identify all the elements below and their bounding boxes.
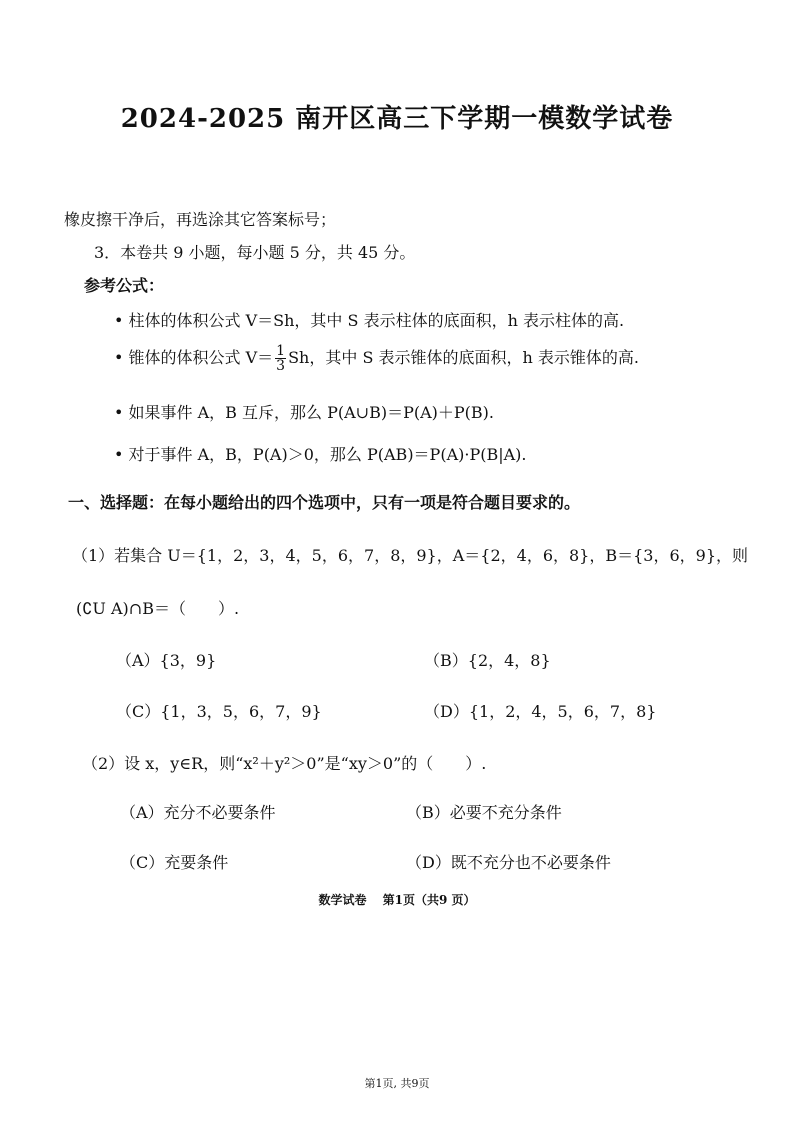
q1-stem-line-2: (∁U A)∩B＝（ ）. — [76, 599, 240, 618]
formula-conditional-probability: • 对于事件 A，B，P(A)＞0，那么 P(AB)＝P(A)·P(B|A). — [114, 445, 527, 464]
fraction-one-third — [275, 344, 286, 373]
section-heading: 一、选择题：在每小题给出的四个选项中，只有一项是符合题目要求的。 — [68, 493, 581, 512]
q1-option-d: （D）{1，2，4，5，6，7，8} — [424, 702, 657, 721]
q1-option-b: （B）{2，4，8} — [424, 651, 551, 670]
page-number: 第1页, 共9页 — [364, 1077, 430, 1090]
q2-option-b: （B）必要不充分条件 — [406, 803, 562, 822]
notice-line-1: 橡皮擦干净后，再选涂其它答案标号； — [64, 210, 337, 229]
page-footer: 数学试卷 第1页（共9 页） — [318, 893, 476, 907]
q1-option-c: （C）{1，3，5，6，7，9} — [116, 702, 322, 721]
page-title: 2024-2025 南开区高三下学期一模数学试卷 — [120, 104, 674, 134]
formula-cone-volume — [114, 344, 639, 373]
formula-prism-volume: • 柱体的体积公式 V＝Sh，其中 S 表示柱体的底面积，h 表示柱体的高. — [114, 311, 625, 330]
q2-option-a: （A）充分不必要条件 — [120, 803, 276, 822]
q1-stem-line-1: （1）若集合 U＝{1，2，3，4，5，6，7，8，9}，A＝{2，4，6，8}，B＝{3，6，9}，则 — [72, 546, 749, 565]
q1-option-a: （A）{3，9} — [116, 651, 217, 670]
formula-cone-prefix: • 锥体的体积公式 V＝ — [114, 348, 274, 367]
fraction-denominator: 3 — [276, 358, 286, 374]
fraction-numerator: 1 — [276, 343, 286, 359]
q2-option-c: （C）充要条件 — [120, 853, 229, 872]
q2-stem: （2）设 x，y∈R，则“x²＋y²＞0”是“xy＞0”的（ ）. — [82, 754, 487, 773]
formula-cone-suffix: Sh，其中 S 表示锥体的底面积，h 表示锥体的高. — [288, 348, 639, 367]
formula-mutually-exclusive: • 如果事件 A，B 互斥，那么 P(A∪B)＝P(A)＋P(B). — [114, 403, 494, 422]
formula-heading: 参考公式： — [84, 276, 165, 295]
q2-option-d: （D）既不充分也不必要条件 — [406, 853, 611, 872]
notice-line-2: 3．本卷共 9 小题，每小题 5 分，共 45 分。 — [94, 243, 416, 262]
